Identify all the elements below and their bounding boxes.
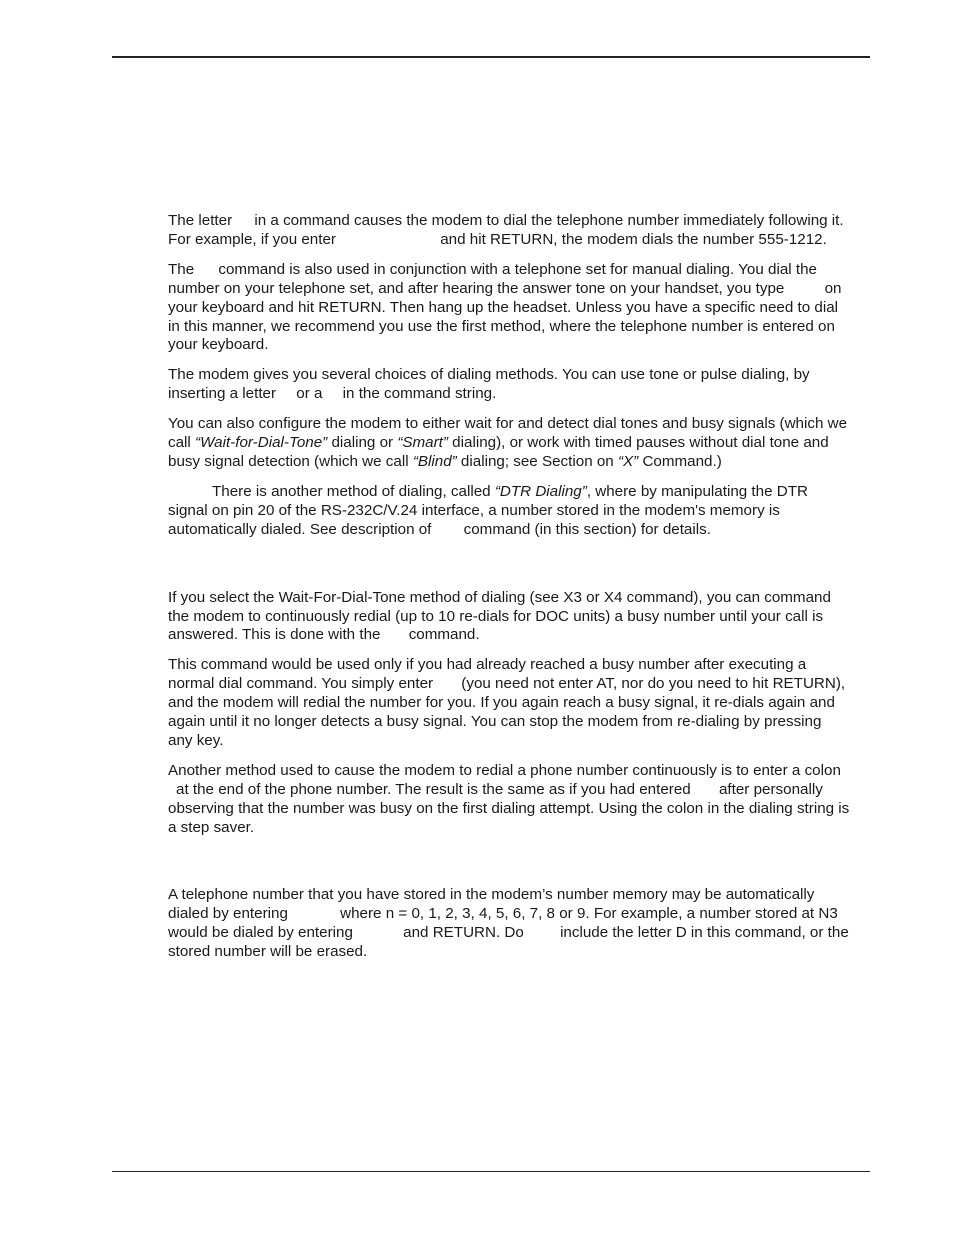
redial-section [168,589,873,838]
paragraph: The modem gives you several choices of dialing methods. You can use tone or pulse dialing, by inserting a letter or a in the command string. [168,366,810,403]
paragraph: A telephone number that you have stored in the modem’s number memory may be automatically dialed by entering where n = 0, 1, 2, 3, 4, 5, 6, 7, 8 or 9. For example, a number stored at N3 would be dialed by entering and RETURN. Do include the letter D in this command, or the stored number will be erased. [168,886,849,961]
paragraph: This command would be used only if you had already reached a busy number after executing a normal dial command. You simply enter (you need not enter AT, nor do you need to hit RETURN), and the modem will redial the number for you. If you again reach a busy signal, it re-dials again and again until it no longer detects a busy signal. You can stop the modem from re-dialing by pressing any key. [168,656,846,749]
footer-rule [112,1171,870,1172]
paragraph: The letter in a command causes the modem to dial the telephone number immediately following it. For example, if you enter and hit RETURN, the modem dials the number 555-1212. [168,212,844,248]
paragraph: The command is also used in conjunction with a telephone set for manual dialing. You dial the number on your telephone set, and after hearing the answer tone on your handset, you type on your keyboard and hit RETURN. Then hang up the headset. Unless you have a specific need to dial in this manner, we recommend you use the first method, where the telephone number is entered on your keyboard. [168,260,842,354]
header-rule [112,56,870,58]
dial-section [168,212,873,540]
note-paragraph: There is another method of dialing, called “DTR Dialing”, where by manipulating the DTR signal on pin 20 of the RS-232C/V.24 interface, a number stored in the modem's memory is automatically dialed. See description of command (in this section) for details. [168,482,808,538]
document-body [168,212,873,973]
paragraph: You can also configure the modem to either wait for and detect dial tones and busy signals (which we call “Wait-for-Dial-Tone” dialing or “Smart” dialing), or work with timed pauses without dial tone and busy signal detection (which we call “Blind” dialing; see Section on “X” Command.) [168,415,848,470]
stored-number-section [168,886,873,962]
paragraph: If you select the Wait-For-Dial-Tone method of dialing (see X3 or X4 command), you can command the modem to continuously redial (up to 10 re-dials for DOC units) a busy number until your call is answered. This is done with the command. [168,588,831,644]
paragraph: Another method used to cause the modem to redial a phone number continuously is to enter a colon at the end of the phone number. The result is the same as if you had entered after personally observing that the number was busy on the first dialing attempt. Using the colon in the dialing string is a step saver. [168,761,850,836]
